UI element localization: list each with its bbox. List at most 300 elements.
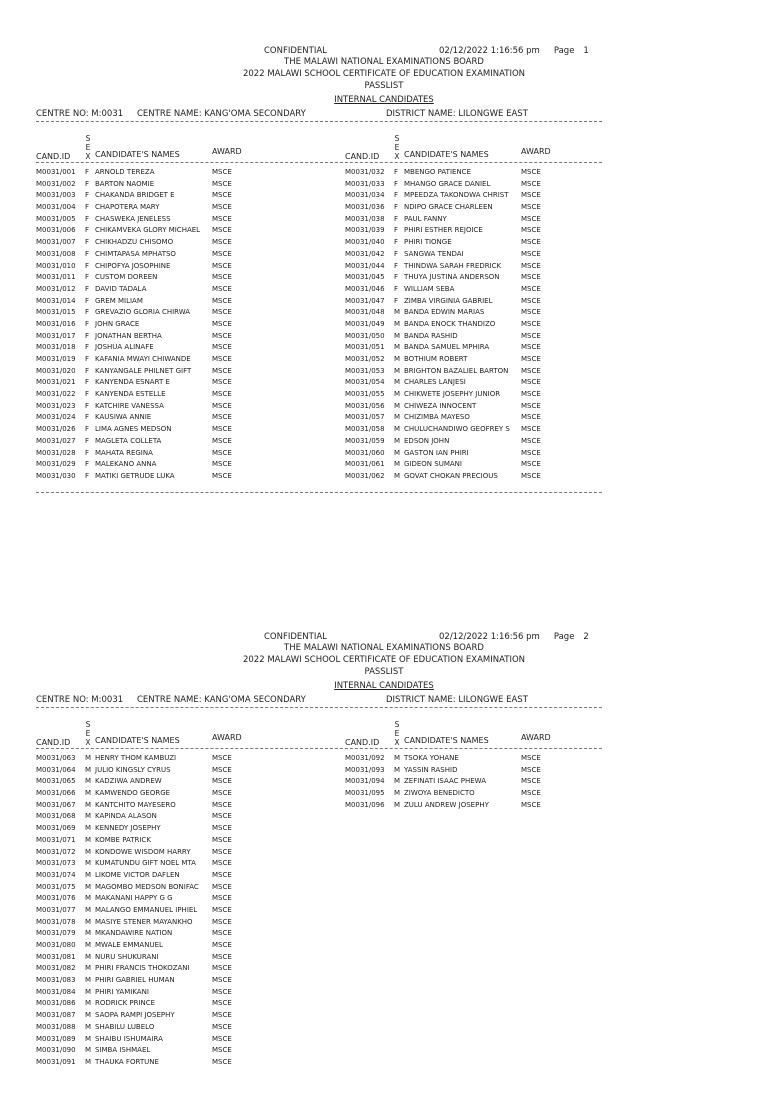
sex-header-letter: X bbox=[85, 152, 91, 161]
candidate-name-cell: JONATHAN BERTHA bbox=[95, 331, 162, 340]
sex-cell: M bbox=[85, 1046, 92, 1055]
cand-id-cell: M0031/073 bbox=[36, 859, 76, 868]
candidate-name-cell: EDSON JOHN bbox=[404, 436, 450, 445]
confidential-label: CONFIDENTIAL bbox=[264, 46, 327, 56]
cand-id-cell: M0031/048 bbox=[345, 308, 385, 317]
sex-header-letter: S bbox=[394, 134, 400, 143]
award-cell: MSCE bbox=[212, 964, 232, 973]
sex-cell: F bbox=[394, 203, 399, 212]
award-cell: MSCE bbox=[212, 765, 232, 774]
cand-id-cell: M0031/004 bbox=[36, 203, 76, 212]
cand-id-cell: M0031/001 bbox=[36, 168, 76, 176]
column-header-names: CANDIDATE'S NAMES bbox=[404, 150, 489, 159]
sex-cell: F bbox=[85, 331, 90, 340]
candidate-name-cell: CHULUCHANDIWO GEOFREY S bbox=[404, 425, 510, 434]
award-cell: MSCE bbox=[212, 1046, 232, 1055]
candidate-name-cell: KUMATUNDU GIFT NOEL MTA bbox=[95, 859, 196, 868]
candidate-name-cell: KENNEDY JOSEPHY bbox=[95, 824, 161, 833]
sex-header-letter: X bbox=[85, 738, 91, 747]
award-cell: MSCE bbox=[212, 308, 232, 317]
award-cell: MSCE bbox=[212, 214, 232, 223]
sex-cell: F bbox=[394, 214, 399, 223]
award-cell: MSCE bbox=[212, 168, 232, 176]
cand-id-cell: M0031/005 bbox=[36, 214, 76, 223]
sex-cell: M bbox=[394, 413, 401, 422]
award-cell: MSCE bbox=[212, 1057, 232, 1066]
sex-header-letter: S bbox=[85, 134, 91, 143]
sex-cell: M bbox=[85, 964, 92, 973]
award-cell: MSCE bbox=[521, 191, 541, 200]
candidate-name-cell: CHIKHADZU CHISOMO bbox=[95, 238, 174, 247]
candidate-name-cell: THUYA JUSTINA ANDERSON bbox=[404, 273, 500, 282]
sex-header-letter: S bbox=[85, 720, 91, 729]
divider bbox=[36, 492, 602, 493]
cand-id-cell: M0031/091 bbox=[36, 1057, 76, 1066]
candidate-name-cell: PHIRI YAMIKANI bbox=[95, 987, 149, 996]
candidate-name-cell: NURU SHUKURANI bbox=[95, 952, 159, 961]
sex-cell: F bbox=[85, 226, 90, 235]
candidate-name-cell: PHIRI GABRIEL HUMAN bbox=[95, 976, 175, 985]
candidate-name-cell: HENRY THOM KAMBUZI bbox=[95, 754, 177, 762]
award-cell: MSCE bbox=[212, 284, 232, 293]
candidate-name-cell: NDIPO GRACE CHARLEEN bbox=[404, 203, 493, 212]
sex-cell: M bbox=[85, 882, 92, 891]
sex-cell: F bbox=[85, 436, 90, 445]
cand-id-cell: M0031/067 bbox=[36, 800, 76, 809]
cand-id-cell: M0031/094 bbox=[345, 777, 385, 786]
cand-id-cell: M0031/093 bbox=[345, 765, 385, 774]
sex-cell: F bbox=[394, 261, 399, 270]
award-cell: MSCE bbox=[212, 261, 232, 270]
candidate-name-cell: MAGOMBO MEDSON BONIFAC bbox=[95, 882, 199, 891]
cand-id-cell: M0031/019 bbox=[36, 355, 76, 363]
cand-id-cell: M0031/084 bbox=[36, 987, 76, 996]
sex-cell: M bbox=[394, 754, 401, 762]
cand-id-cell: M0031/063 bbox=[36, 754, 76, 762]
candidate-name-cell: JOHN GRACE bbox=[95, 319, 140, 328]
district-name: DISTRICT NAME: LILONGWE EAST bbox=[386, 695, 528, 705]
sex-cell: F bbox=[85, 249, 90, 258]
award-cell: MSCE bbox=[212, 226, 232, 235]
sex-cell: F bbox=[394, 226, 399, 235]
candidate-name-cell: SANGWA TENDAI bbox=[404, 249, 464, 258]
award-cell: MSCE bbox=[521, 273, 541, 282]
award-cell: MSCE bbox=[521, 754, 541, 762]
cand-id-cell: M0031/036 bbox=[345, 203, 385, 212]
sex-cell: M bbox=[85, 894, 92, 903]
candidate-name-cell: BANDA SAMUEL MPHIRA bbox=[404, 343, 490, 352]
candidate-name-cell: PHIRI ESTHER REJOICE bbox=[404, 226, 483, 235]
candidate-name-cell: PAUL FANNY bbox=[404, 214, 447, 223]
cand-id-cell: M0031/026 bbox=[36, 425, 76, 434]
sex-cell: F bbox=[85, 296, 90, 305]
award-cell: MSCE bbox=[212, 789, 232, 798]
candidate-name-cell: BARTON NAOMIE bbox=[95, 179, 155, 188]
candidate-name-cell: LIMA AGNES MEDSON bbox=[95, 425, 172, 434]
district-name: DISTRICT NAME: LILONGWE EAST bbox=[386, 109, 528, 119]
cand-id-cell: M0031/065 bbox=[36, 777, 76, 786]
cand-id-cell: M0031/096 bbox=[345, 800, 385, 809]
column-header-cand-id: CAND.ID bbox=[36, 152, 71, 161]
sex-cell: F bbox=[85, 378, 90, 387]
sex-cell: F bbox=[85, 448, 90, 457]
cand-id-cell: M0031/072 bbox=[36, 847, 76, 856]
sex-cell: F bbox=[85, 273, 90, 282]
award-cell: MSCE bbox=[212, 976, 232, 985]
award-cell: MSCE bbox=[521, 179, 541, 188]
award-cell: MSCE bbox=[212, 870, 232, 879]
cand-id-cell: M0031/061 bbox=[345, 460, 385, 469]
award-cell: MSCE bbox=[212, 754, 232, 762]
sex-cell: F bbox=[85, 460, 90, 469]
cand-id-cell: M0031/066 bbox=[36, 789, 76, 798]
cand-id-cell: M0031/081 bbox=[36, 952, 76, 961]
column-header-cand-id: CAND.ID bbox=[345, 152, 380, 161]
divider bbox=[36, 748, 602, 749]
candidate-name-cell: CHIZIMBA MAYESO bbox=[404, 413, 470, 422]
exam-title: 2022 MALAWI SCHOOL CERTIFICATE OF EDUCATION EXAMINATION bbox=[242, 655, 526, 665]
candidate-name-cell: MPEEDZA TAKONDWA CHRIST bbox=[404, 191, 509, 200]
candidate-name-cell: KOMBE PATRICK bbox=[95, 835, 151, 844]
sex-cell: M bbox=[394, 800, 401, 809]
cand-id-cell: M0031/076 bbox=[36, 894, 76, 903]
candidate-name-cell: GREVAZIO GLORIA CHIRWA bbox=[95, 308, 191, 317]
sex-cell: M bbox=[85, 952, 92, 961]
candidate-name-cell: ARNOLD TEREZA bbox=[95, 168, 155, 176]
award-cell: MSCE bbox=[212, 355, 232, 363]
cand-id-cell: M0031/008 bbox=[36, 249, 76, 258]
cand-id-cell: M0031/028 bbox=[36, 448, 76, 457]
sex-header-letter: E bbox=[394, 143, 400, 152]
sex-cell: F bbox=[394, 296, 399, 305]
award-cell: MSCE bbox=[521, 460, 541, 469]
candidate-name-cell: KADZIWA ANDREW bbox=[95, 777, 162, 786]
candidate-name-cell: CHIPOFYA JOSOPHINE bbox=[95, 261, 171, 270]
candidate-name-cell: KAMWENDO GEORGE bbox=[95, 789, 171, 798]
candidate-name-cell: KANYENDA ESTELLE bbox=[95, 390, 166, 399]
cand-id-cell: M0031/040 bbox=[345, 238, 385, 247]
cand-id-cell: M0031/074 bbox=[36, 870, 76, 879]
cand-id-cell: M0031/068 bbox=[36, 812, 76, 821]
award-cell: MSCE bbox=[212, 343, 232, 352]
sex-cell: F bbox=[394, 191, 399, 200]
award-cell: MSCE bbox=[521, 238, 541, 247]
sex-cell: M bbox=[85, 777, 92, 786]
sex-cell: M bbox=[394, 401, 401, 410]
print-stamp bbox=[439, 632, 589, 642]
award-cell: MSCE bbox=[212, 331, 232, 340]
candidate-name-cell: CUSTOM DOREEN bbox=[95, 273, 158, 282]
report-page bbox=[0, 46, 768, 589]
award-cell: MSCE bbox=[212, 296, 232, 305]
sex-cell: F bbox=[85, 168, 90, 176]
divider bbox=[36, 162, 602, 163]
candidate-name-cell: SHAIBU ISHUMAIRA bbox=[95, 1034, 163, 1043]
award-cell: MSCE bbox=[212, 319, 232, 328]
cand-id-cell: M0031/082 bbox=[36, 964, 76, 973]
internal-candidates-title: INTERNAL CANDIDATES bbox=[334, 95, 434, 105]
award-cell: MSCE bbox=[212, 238, 232, 247]
exam-title: 2022 MALAWI SCHOOL CERTIFICATE OF EDUCATION EXAMINATION bbox=[242, 69, 526, 79]
cand-id-cell: M0031/011 bbox=[36, 273, 76, 282]
cand-id-cell: M0031/021 bbox=[36, 378, 76, 387]
candidate-name-cell: KANTCHITO MAYESERO bbox=[95, 800, 176, 809]
divider bbox=[36, 121, 602, 122]
candidate-name-cell: MWALE EMMANUEL bbox=[95, 941, 163, 949]
cand-id-cell: M0031/083 bbox=[36, 976, 76, 985]
cand-id-cell: M0031/058 bbox=[345, 425, 385, 434]
award-cell: MSCE bbox=[212, 273, 232, 282]
sex-cell: F bbox=[394, 284, 399, 293]
cand-id-cell: M0031/056 bbox=[345, 401, 385, 410]
column-header-cand-id: CAND.ID bbox=[36, 738, 71, 747]
cand-id-cell: M0031/022 bbox=[36, 390, 76, 399]
column-header-sex bbox=[84, 134, 92, 161]
award-cell: MSCE bbox=[212, 471, 232, 480]
cand-id-cell: M0031/039 bbox=[345, 226, 385, 235]
cand-id-cell: M0031/059 bbox=[345, 436, 385, 445]
cand-id-cell: M0031/089 bbox=[36, 1034, 76, 1043]
award-cell: MSCE bbox=[521, 331, 541, 340]
report-page bbox=[0, 632, 768, 1113]
award-cell: MSCE bbox=[212, 859, 232, 868]
candidate-name-cell: SHABILU LUBELO bbox=[95, 1022, 155, 1031]
cand-id-cell: M0031/030 bbox=[36, 471, 76, 480]
candidate-name-cell: KAUSIWA ANNIE bbox=[95, 413, 152, 422]
passlist-title: PASSLIST bbox=[364, 81, 404, 91]
candidate-name-cell: MBENGO PATIENCE bbox=[404, 168, 471, 176]
award-cell: MSCE bbox=[521, 471, 541, 480]
cand-id-cell: M0031/016 bbox=[36, 319, 76, 328]
cand-id-cell: M0031/090 bbox=[36, 1046, 76, 1055]
column-header-award: AWARD bbox=[521, 147, 551, 156]
column-header-names: CANDIDATE'S NAMES bbox=[95, 150, 180, 159]
candidate-name-cell: GIDEON SUMANI bbox=[404, 460, 462, 469]
page-label: Page bbox=[553, 46, 575, 56]
candidate-name-cell: BANDA RASHID bbox=[404, 331, 458, 340]
candidate-name-cell: ZIWOYA BENEDICTO bbox=[404, 789, 475, 798]
sex-cell: M bbox=[85, 1011, 92, 1020]
sex-cell: F bbox=[85, 401, 90, 410]
award-cell: MSCE bbox=[521, 425, 541, 434]
award-cell: MSCE bbox=[521, 319, 541, 328]
sex-cell: M bbox=[394, 390, 401, 399]
cand-id-cell: M0031/006 bbox=[36, 226, 76, 235]
cand-id-cell: M0031/095 bbox=[345, 789, 385, 798]
sex-cell: M bbox=[85, 905, 92, 914]
cand-id-cell: M0031/049 bbox=[345, 319, 385, 328]
sex-header-letter: E bbox=[85, 143, 91, 152]
candidate-name-cell: RODRICK PRINCE bbox=[95, 999, 156, 1008]
candidate-name-cell: THINDWA SARAH FREDRICK bbox=[404, 261, 502, 270]
sex-cell: F bbox=[394, 249, 399, 258]
board-title: THE MALAWI NATIONAL EXAMINATIONS BOARD bbox=[284, 643, 484, 653]
candidate-name-cell: PHIRI FRANCIS THOKOZANI bbox=[95, 964, 190, 973]
cand-id-cell: M0031/051 bbox=[345, 343, 385, 352]
sex-header-letter: S bbox=[394, 720, 400, 729]
candidate-name-cell: CHIMTAPASA MPHATSO bbox=[95, 249, 176, 258]
sex-cell: M bbox=[85, 824, 92, 833]
candidate-name-cell: CHIKAMVEKA GLORY MICHAEL bbox=[95, 226, 201, 235]
candidate-name-cell: THAUKA FORTUNE bbox=[95, 1057, 159, 1066]
cand-id-cell: M0031/080 bbox=[36, 941, 76, 949]
candidate-name-cell: PHIRI TIONGE bbox=[404, 238, 452, 247]
column-header-sex bbox=[84, 720, 92, 747]
cand-id-cell: M0031/002 bbox=[36, 179, 76, 188]
candidate-name-cell: GASTON IAN PHIRI bbox=[404, 448, 469, 457]
candidate-name-cell: DAVID TADALA bbox=[95, 284, 147, 293]
cand-id-cell: M0031/015 bbox=[36, 308, 76, 317]
sex-cell: M bbox=[394, 331, 401, 340]
candidate-name-cell: CHAKANDA BRIDGET E bbox=[95, 191, 175, 200]
cand-id-cell: M0031/012 bbox=[36, 284, 76, 293]
sex-cell: F bbox=[85, 238, 90, 247]
award-cell: MSCE bbox=[212, 413, 232, 422]
sex-cell: M bbox=[85, 1022, 92, 1031]
award-cell: MSCE bbox=[212, 1022, 232, 1031]
award-cell: MSCE bbox=[521, 308, 541, 317]
candidate-name-cell: KANYANGALE PHILNET GIFT bbox=[95, 366, 192, 375]
candidate-name-cell: CHARLES LANJESI bbox=[404, 378, 466, 387]
cand-id-cell: M0031/050 bbox=[345, 331, 385, 340]
award-cell: MSCE bbox=[212, 249, 232, 258]
cand-id-cell: M0031/046 bbox=[345, 284, 385, 293]
centre-number: CENTRE NO: M:0031 bbox=[36, 109, 124, 119]
cand-id-cell: M0031/034 bbox=[345, 191, 385, 200]
sex-cell: M bbox=[85, 847, 92, 856]
sex-cell: F bbox=[85, 471, 90, 480]
candidate-name-cell: CHIKWETE JOSEPHY JUNIOR bbox=[404, 390, 501, 399]
sex-cell: M bbox=[85, 754, 92, 762]
centre-name: CENTRE NAME: KANG'OMA SECONDARY bbox=[137, 695, 306, 705]
sex-cell: F bbox=[85, 413, 90, 422]
award-cell: MSCE bbox=[212, 929, 232, 938]
candidate-name-cell: KAFANIA MWAYI CHIWANDE bbox=[95, 355, 191, 363]
award-cell: MSCE bbox=[521, 390, 541, 399]
candidate-name-cell: BRIGHTON BAZALIEL BARTON bbox=[404, 366, 509, 375]
cand-id-cell: M0031/029 bbox=[36, 460, 76, 469]
sex-cell: F bbox=[85, 366, 90, 375]
award-cell: MSCE bbox=[212, 1011, 232, 1020]
cand-id-cell: M0031/060 bbox=[345, 448, 385, 457]
candidate-name-cell: MASIYE STENER MAYANKHO bbox=[95, 917, 193, 926]
candidate-name-cell: SIMBA ISHMAEL bbox=[95, 1046, 151, 1055]
cand-id-cell: M0031/032 bbox=[345, 168, 385, 176]
sex-cell: M bbox=[394, 777, 401, 786]
award-cell: MSCE bbox=[212, 894, 232, 903]
cand-id-cell: M0031/092 bbox=[345, 754, 385, 762]
sex-cell: M bbox=[394, 765, 401, 774]
sex-cell: M bbox=[85, 917, 92, 926]
cand-id-cell: M0031/010 bbox=[36, 261, 76, 270]
cand-id-cell: M0031/038 bbox=[345, 214, 385, 223]
cand-id-cell: M0031/078 bbox=[36, 917, 76, 926]
sex-header-letter: X bbox=[394, 738, 400, 747]
sex-cell: F bbox=[85, 343, 90, 352]
candidate-name-cell: MAGLETA COLLETA bbox=[95, 436, 162, 445]
candidate-name-cell: LIKOME VICTOR DAFLEN bbox=[95, 870, 180, 879]
award-cell: MSCE bbox=[521, 378, 541, 387]
sex-cell: M bbox=[85, 1057, 92, 1066]
print-stamp bbox=[439, 46, 589, 56]
cand-id-cell: M0031/047 bbox=[345, 296, 385, 305]
award-cell: MSCE bbox=[521, 789, 541, 798]
cand-id-cell: M0031/057 bbox=[345, 413, 385, 422]
candidate-name-cell: WILLIAM SEBA bbox=[404, 284, 455, 293]
cand-id-cell: M0031/027 bbox=[36, 436, 76, 445]
column-header-award: AWARD bbox=[212, 733, 242, 742]
award-cell: MSCE bbox=[212, 366, 232, 375]
award-cell: MSCE bbox=[521, 343, 541, 352]
sex-cell: M bbox=[85, 812, 92, 821]
sex-cell: M bbox=[394, 366, 401, 375]
cand-id-cell: M0031/044 bbox=[345, 261, 385, 270]
candidate-name-cell: YASSIN RASHID bbox=[404, 765, 458, 774]
sex-cell: F bbox=[394, 273, 399, 282]
page-number: 2 bbox=[583, 632, 589, 642]
sex-cell: M bbox=[85, 941, 92, 949]
award-cell: MSCE bbox=[521, 203, 541, 212]
column-header-award: AWARD bbox=[212, 147, 242, 156]
award-cell: MSCE bbox=[212, 905, 232, 914]
sex-cell: M bbox=[85, 835, 92, 844]
cand-id-cell: M0031/023 bbox=[36, 401, 76, 410]
sex-cell: M bbox=[394, 789, 401, 798]
award-cell: MSCE bbox=[521, 261, 541, 270]
candidate-name-cell: MATIKI GETRUDE LUKA bbox=[95, 471, 175, 480]
page-number: 1 bbox=[583, 46, 589, 56]
cand-id-cell: M0031/077 bbox=[36, 905, 76, 914]
award-cell: MSCE bbox=[521, 214, 541, 223]
column-header-cand-id: CAND.ID bbox=[345, 738, 380, 747]
sex-cell: M bbox=[85, 859, 92, 868]
award-cell: MSCE bbox=[212, 179, 232, 188]
sex-cell: F bbox=[85, 203, 90, 212]
sex-cell: M bbox=[85, 929, 92, 938]
print-timestamp: 02/12/2022 1:16:56 pm bbox=[439, 632, 540, 642]
candidate-name-cell: MAHATA REGINA bbox=[95, 448, 153, 457]
sex-cell: F bbox=[85, 179, 90, 188]
candidate-name-cell: ZIMBA VIRGINIA GABRIEL bbox=[404, 296, 493, 305]
cand-id-cell: M0031/018 bbox=[36, 343, 76, 352]
award-cell: MSCE bbox=[521, 168, 541, 176]
award-cell: MSCE bbox=[212, 847, 232, 856]
candidate-name-cell: CHAPOTERA MARY bbox=[95, 203, 160, 212]
award-cell: MSCE bbox=[521, 800, 541, 809]
cand-id-cell: M0031/086 bbox=[36, 999, 76, 1008]
centre-number: CENTRE NO: M:0031 bbox=[36, 695, 124, 705]
award-cell: MSCE bbox=[212, 390, 232, 399]
divider bbox=[36, 707, 602, 708]
candidate-name-cell: CHIWEZA INNOCENT bbox=[404, 401, 477, 410]
sex-header-letter: E bbox=[394, 729, 400, 738]
award-cell: MSCE bbox=[521, 401, 541, 410]
award-cell: MSCE bbox=[212, 800, 232, 809]
award-cell: MSCE bbox=[212, 460, 232, 469]
page-label: Page bbox=[553, 632, 575, 642]
award-cell: MSCE bbox=[521, 249, 541, 258]
candidate-name-cell: KANYENDA ESNART E bbox=[95, 378, 170, 387]
award-cell: MSCE bbox=[521, 296, 541, 305]
award-cell: MSCE bbox=[521, 436, 541, 445]
cand-id-cell: M0031/071 bbox=[36, 835, 76, 844]
award-cell: MSCE bbox=[521, 355, 541, 363]
award-cell: MSCE bbox=[212, 425, 232, 434]
award-cell: MSCE bbox=[212, 378, 232, 387]
cand-id-cell: M0031/088 bbox=[36, 1022, 76, 1031]
sex-cell: M bbox=[85, 800, 92, 809]
cand-id-cell: M0031/052 bbox=[345, 355, 385, 363]
